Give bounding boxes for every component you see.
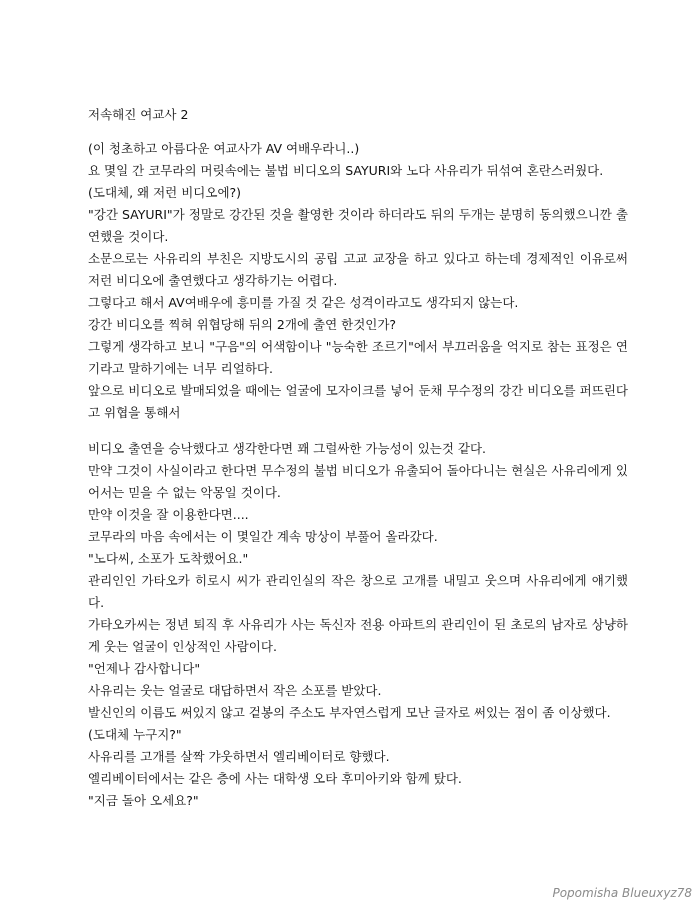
paragraph: "언제나 감사합니다" [88, 661, 201, 676]
paragraph: 가타오카씨는 정년 퇴직 후 사유리가 사는 독신자 전용 아파트의 관리인이 된 초로의 남자로 상냥하게 웃는 얼굴이 인상적인 사람이다. [88, 617, 628, 654]
paragraph: 만약 그것이 사실이라고 한다면 무수정의 불법 비디오가 유출되어 돌아다니는 현실은 사유리에게 있어서는 믿을 수 없는 악몽일 것이다. [88, 463, 628, 500]
paragraph: (도대체, 왜 저런 비디오에?) [88, 185, 242, 200]
paragraph: 엘리베이터에서는 같은 층에 사는 대학생 오타 후미아키와 함께 탔다. [88, 771, 462, 786]
paragraph-group-1 [88, 138, 628, 424]
paragraph: 요 몇일 간 코무라의 머릿속에는 불법 비디오의 SAYURI와 노다 사유리가 뒤섞여 혼란스러웠다. [88, 163, 604, 178]
paragraph: 비디오 출연을 승낙했다고 생각한다면 꽤 그럴싸한 가능성이 있는것 같다. [88, 441, 487, 456]
paragraph: 사유리는 웃는 얼굴로 대답하면서 작은 소포를 받았다. [88, 683, 382, 698]
paragraph: 사유리를 고개를 살짝 갸웃하면서 엘리베이터로 향했다. [88, 749, 390, 764]
paragraph-gap [88, 424, 628, 438]
paragraph: "지금 돌아 오세요?" [88, 793, 199, 808]
paragraph: 코무라의 마음 속에서는 이 몇일간 계속 망상이 부풀어 올라갔다. [88, 529, 438, 544]
paragraph: "강간 SAYURI"가 정말로 강간된 것을 촬영한 것이라 하더라도 뒤의 두개는 분명히 동의했으니깐 출연했을 것이다. [88, 207, 628, 244]
paragraph: (도대체 누구지?" [88, 727, 182, 742]
paragraph: 앞으로 비디오로 발매되었을 때에는 얼굴에 모자이크를 넣어 둔채 무수정의 강간 비디오를 퍼뜨린다고 위협을 통해서 [88, 383, 628, 420]
paragraph: 그렇게 생각하고 보니 "구음"의 어색함이나 "능숙한 조르기"에서 부끄러움을 억지로 참는 표정은 연기라고 말하기에는 너무 리얼하다. [88, 339, 628, 376]
paragraph-group-2 [88, 438, 628, 812]
paragraph: 발신인의 이름도 써있지 않고 겉봉의 주소도 부자연스럽게 모난 글자로 써있는 점이 좀 이상했다. [88, 705, 611, 720]
paragraph: 관리인인 가타오카 히로시 씨가 관리인실의 작은 창으로 고개를 내밀고 웃으며 사유리에게 얘기했다. [88, 573, 628, 610]
paragraph: (이 청초하고 아름다운 여교사가 AV 여배우라니..) [88, 141, 360, 156]
document-title: 저속해진 여교사 2 [88, 107, 189, 122]
paragraph: 강간 비디오를 찍혀 위협당해 뒤의 2개에 출연 한것인가? [88, 317, 397, 332]
paragraph: "노다씨, 소포가 도착했어요." [88, 551, 249, 566]
document-page [88, 106, 628, 812]
watermark-text: Popomisha Blueuxyz78 [552, 886, 692, 900]
paragraph: 그렇다고 해서 AV여배우에 흥미를 가질 것 같은 성격이라고도 생각되지 않는다. [88, 295, 519, 310]
paragraph: 만약 이것을 잘 이용한다면.... [88, 507, 249, 522]
paragraph: 소문으로는 사유리의 부친은 지방도시의 공립 고교 교장을 하고 있다고 하는데 경제적인 이유로써 저런 비디오에 출연했다고 생각하기는 어렵다. [88, 251, 628, 288]
